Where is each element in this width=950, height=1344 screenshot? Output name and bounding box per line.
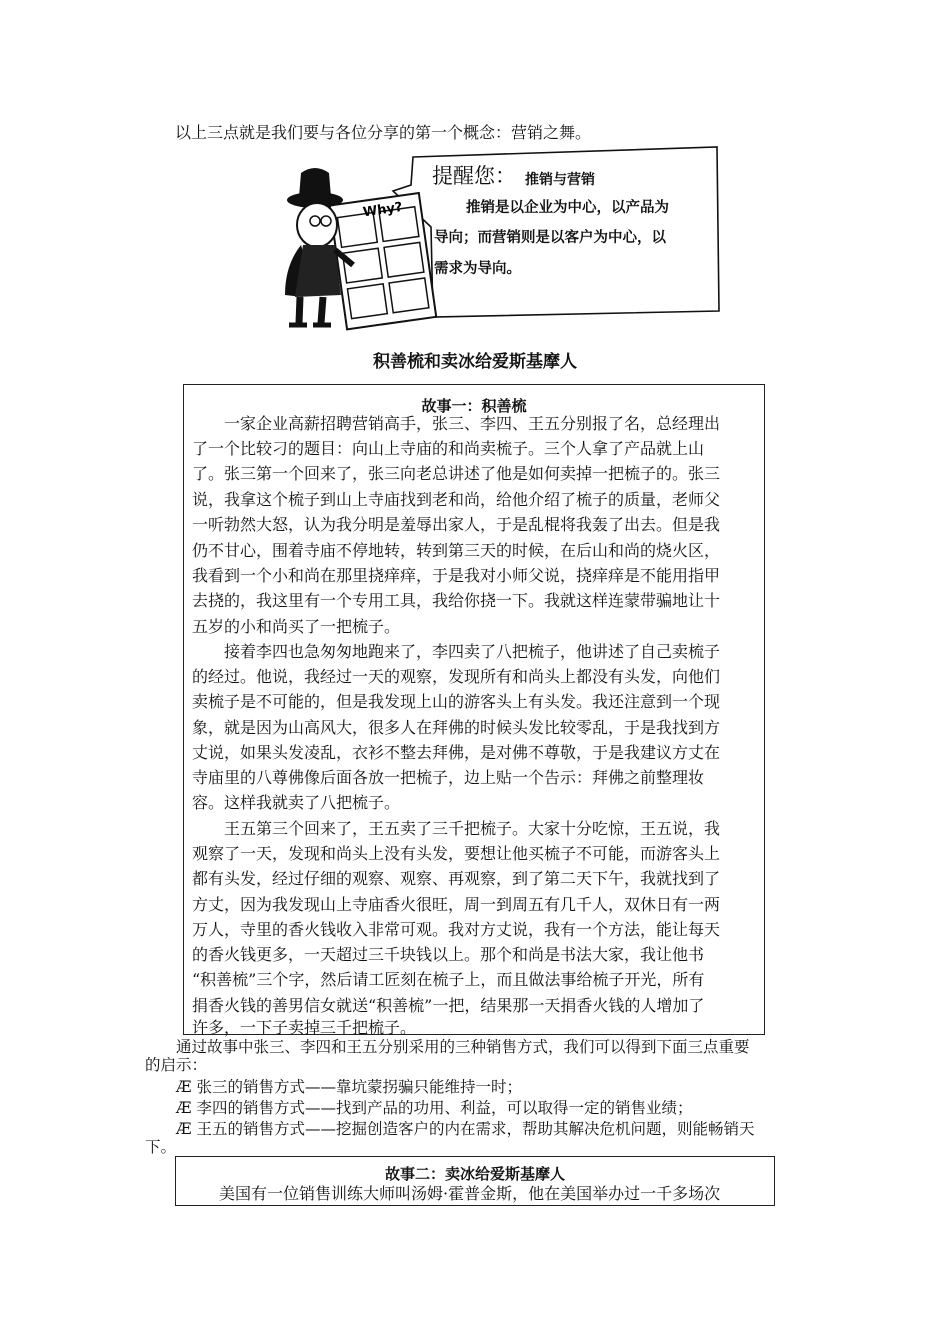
- story1-heading: 故事一：积善梳: [421, 397, 527, 415]
- sign-text: Why?: [362, 199, 404, 221]
- story1-line: 了一个比较刁的题目：向山上寺庙的和尚卖梳子。三个人拿了产品就上山: [192, 439, 705, 458]
- bubble-line: 需求为导向。: [434, 261, 521, 277]
- story1-line: 卖梳子是不可能的，但是我发现上山的游客头上有头发。我还注意到一个现: [192, 692, 721, 711]
- story1-line: 万人，寺里的香火钱收入非常可观。我对方丈说，我有一个方法，能让每天: [192, 920, 721, 939]
- story1-line: 去挠的，我这里有一个专用工具，我给你挠一下。我就这样连蒙带骗地让十: [192, 591, 721, 610]
- conclusion-item: Æ 李四的销售方式——找到产品的功用、利益，可以取得一定的销售业绩；: [176, 1099, 693, 1117]
- bubble-line: 导向；而营销则是以客户为中心，以: [434, 230, 666, 246]
- story1-line: 了。张三第一个回来了，张三向老总讲述了他是如何卖掉一把梳子的。张三: [192, 464, 721, 483]
- conclusion-line: 下。: [145, 1138, 177, 1156]
- story1-line: “积善梳”三个字，然后请工匠刻在梳子上，而且做法事给梳子开光，所有: [192, 970, 705, 989]
- story1-line: 一听勃然大怒，认为我分明是羞辱出家人，于是乱棍将我轰了出去。但是我: [192, 515, 721, 534]
- story1-line: 许多，一下子卖掉三千把梳子。: [192, 1018, 417, 1037]
- bubble-line: 推销是以企业为中心，以产品为: [466, 200, 669, 216]
- conclusion-line: 的启示：: [145, 1056, 208, 1074]
- conclusion-item: Æ 张三的销售方式——靠坑蒙拐骗只能维持一时；: [176, 1078, 522, 1096]
- story1-line: 丈说，如果头发凌乱，衣衫不整去拜佛，是对佛不尊敬，于是我建议方丈在: [192, 743, 721, 762]
- conclusion-item: Æ 王五的销售方式——挖掘创造客户的内在需求，帮助其解决危机问题，则能畅销天: [176, 1120, 755, 1138]
- story1-line: 方丈，因为我发现山上寺庙香火很旺，周一到周五有几千人，双休日有一两: [192, 895, 721, 914]
- story1-line: 都有头发，经过仔细的观察、观察、再观察，到了第二天下午，我就找到了: [192, 869, 721, 888]
- story1-line: 五岁的小和尚买了一把梳子。: [192, 617, 401, 636]
- story1-line: 观察了一天，发现和尚头上没有头发，要想让他买梳子不可能，而游客头上: [192, 844, 721, 863]
- bubble-title: 提醒您：: [432, 164, 516, 188]
- story1-line: 的香火钱更多，一天超过三千块钱以上。那个和尚是书法大家，我让他书: [192, 945, 705, 964]
- story2-line: 美国有一位销售训练大师叫汤姆·霍普金斯，他在美国举办过一千多场次: [219, 1184, 721, 1203]
- story1-line: 容。这样我就卖了八把梳子。: [192, 793, 401, 812]
- story1-line: 接着李四也急匆匆地跑来了，李四卖了八把梳子，他讲述了自己卖梳子: [224, 642, 721, 661]
- story1-line: 仍不甘心，围着寺庙不停地转，转到第三天的时候，在后山和尚的烧火区，: [192, 541, 721, 560]
- story1-line: 捐香火钱的善男信女就送“积善梳”一把，结果那一天捐香火钱的人增加了: [192, 996, 705, 1015]
- story1-line: 的经过。他说，我经过一天的观察，发现所有和尚头上都没有头发，向他们: [192, 667, 721, 686]
- story1-line: 我看到一个小和尚在那里挠痒痒，于是我对小师父说，挠痒痒是不能用指甲: [192, 566, 721, 585]
- story1-line: 象，就是因为山高风大，很多人在拜佛的时候头发比较零乱，于是我找到方: [192, 718, 721, 737]
- story2-heading: 故事二：卖冰给爱斯基摩人: [384, 1165, 565, 1183]
- story1-line: 一家企业高薪招聘营销高手，张三、李四、王五分别报了名，总经理出: [224, 414, 721, 433]
- story1-line: 说，我拿这个梳子到山上寺庙找到老和尚，给他介绍了梳子的质量，老师父: [192, 490, 721, 509]
- bubble-subtitle: 推销与营销: [525, 172, 595, 188]
- section-title: 积善梳和卖冰给爱斯基摩人: [373, 352, 577, 372]
- intro-line: 以上三点就是我们要与各位分享的第一个概念：营销之舞。: [175, 123, 592, 142]
- story1-line: 寺庙里的八尊佛像后面各放一把梳子，边上贴一个告示：拜佛之前整理妆: [192, 768, 705, 787]
- story1-line: 王五第三个回来了，王五卖了三千把梳子。大家十分吃惊，王五说，我: [224, 819, 721, 838]
- conclusion-line: 通过故事中张三、李四和王五分别采用的三种销售方式，我们可以得到下面三点重要: [176, 1038, 750, 1056]
